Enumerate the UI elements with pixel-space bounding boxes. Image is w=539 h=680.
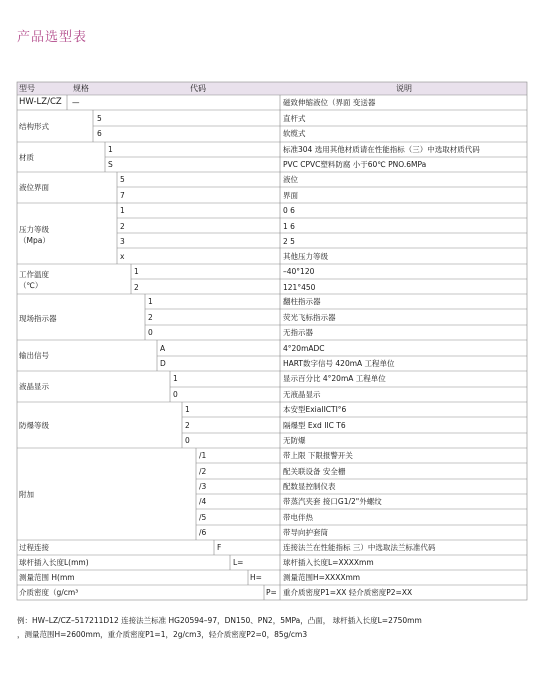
output-label: 输出信号 — [19, 351, 49, 360]
addon-code: /5 — [199, 513, 207, 522]
structure-label: 结构形式 — [19, 122, 49, 131]
addon-code: /1 — [199, 451, 207, 460]
process-desc: 连接法兰在性能指标 三）中选取法兰标准代码 — [283, 543, 436, 552]
indicator-code: 1 — [148, 297, 153, 306]
pressure-label: 压力等级 — [19, 225, 49, 234]
pressure-desc: 0 6 — [283, 206, 295, 215]
structure-desc: 软缆式 — [283, 129, 306, 138]
pressure-desc: 2 5 — [283, 237, 295, 246]
output-code: D — [160, 359, 166, 368]
explosion-code: 2 — [185, 421, 190, 430]
density-label: 介质密度（g/cm³ — [19, 588, 79, 597]
structure-desc: 直杆式 — [283, 114, 306, 123]
material-label: 材质 — [19, 153, 34, 162]
interface-code: 5 — [120, 175, 125, 184]
pressure-code: 3 — [120, 237, 125, 246]
header-background — [17, 82, 527, 95]
pressure-code: 2 — [120, 222, 125, 231]
model-description: 磁致伸缩液位（界面 变送器 — [283, 98, 376, 107]
temperature-label: 工作温度 — [19, 270, 49, 279]
addon-code: /2 — [199, 467, 207, 476]
header-description: 说明 — [396, 84, 412, 93]
indicator-desc: 翻柱指示器 — [283, 297, 321, 306]
model-name: HW-LZ/CZ — [19, 97, 62, 107]
interface-desc: 界面 — [283, 191, 298, 200]
lcd-desc: 显示百分比 4°20mA 工程单位 — [283, 374, 386, 383]
structure-code: 5 — [97, 114, 102, 123]
material-desc: 标准304 选用其他材质请在性能指标（三）中选取材质代码 — [283, 145, 480, 154]
lcd-desc: 无液晶显示 — [283, 390, 321, 399]
structure-code: 6 — [97, 129, 102, 138]
indicator-desc: 无指示器 — [283, 328, 313, 337]
explosion-code: 1 — [185, 405, 190, 414]
density-code: P= — [266, 588, 277, 597]
density-desc: 重介质密度P1=XX 轻介质密度P2=XX — [283, 588, 413, 597]
pressure-code: 1 — [120, 206, 125, 215]
range-label: 测量范围 H(mm — [19, 573, 75, 582]
interface-code: 7 — [120, 191, 125, 200]
addon-code: /3 — [199, 482, 207, 491]
process-label: 过程连接 — [19, 543, 49, 552]
explosion-code: 0 — [185, 436, 190, 445]
temperature-code: 2 — [134, 283, 139, 292]
explosion-desc: 无防爆 — [283, 436, 306, 445]
header-spec: 规格 — [73, 84, 89, 93]
explosion-desc: 本安型ExiaIICTI°6 — [283, 405, 347, 414]
pressure-code: x — [120, 252, 125, 261]
interface-label: 液位界面 — [19, 183, 49, 192]
addon-desc: 带蒸汽夹套 接口G1/2"外螺纹 — [283, 497, 382, 506]
process-code: F — [217, 543, 222, 552]
indicator-label: 现场指示器 — [19, 314, 57, 323]
indicator-code: 2 — [148, 313, 153, 322]
model-code: — — [72, 98, 80, 107]
explosion-label: 防爆等级 — [19, 421, 49, 430]
pressure-desc: 其他压力等级 — [283, 252, 328, 261]
page-title: 产品选型表 — [17, 30, 88, 45]
temperature-unit: （℃） — [19, 281, 43, 290]
material-desc: PVC CPVC塑料防腐 小于60℃ PNO.6MPa — [283, 160, 427, 169]
temperature-code: 1 — [134, 267, 139, 276]
addon-desc: 带电伴热 — [283, 513, 313, 522]
addon-code: /6 — [199, 528, 207, 537]
addon-desc: 配数显控制仪表 — [283, 482, 336, 491]
insert-code: L= — [233, 558, 244, 567]
output-code: A — [160, 344, 166, 353]
addon-code: /4 — [199, 497, 207, 506]
example-line-1: 例：HW–LZ/CZ–517211D12 连接法兰标准 HG20594–97，DN150、PN2，5MPa，凸面， 球杆插入长度L=2750mm — [17, 616, 422, 625]
insert-label: 球杆插入长度L(mm) — [19, 558, 89, 567]
explosion-desc: 隔爆型 Exd IIC T6 — [283, 421, 346, 430]
addon-label: 附加 — [19, 490, 34, 499]
interface-desc: 液位 — [283, 175, 298, 184]
material-code: S — [108, 160, 113, 169]
addon-desc: 带上限 下限报警开关 — [283, 451, 353, 460]
indicator-desc: 荧光飞标指示器 — [283, 313, 336, 322]
addon-desc: 带导向护套筒 — [283, 528, 328, 537]
temperature-desc: 121°450 — [283, 283, 316, 292]
lcd-label: 液晶显示 — [19, 382, 49, 391]
output-desc: HART数字信号 420mA 工程单位 — [283, 359, 395, 368]
pressure-unit: （Mpa） — [19, 236, 50, 245]
lcd-code: 1 — [173, 374, 178, 383]
insert-desc: 球杆插入长度L=XXXXmm — [283, 558, 374, 567]
range-code: H= — [250, 573, 262, 582]
material-code: 1 — [108, 145, 113, 154]
lcd-code: 0 — [173, 390, 178, 399]
range-desc: 测量范围H=XXXXmm — [283, 573, 361, 582]
indicator-code: 0 — [148, 328, 153, 337]
addon-desc: 配关联设备 安全栅 — [283, 467, 346, 476]
output-desc: 4°20mADC — [283, 344, 325, 353]
temperature-desc: –40°120 — [283, 267, 315, 276]
example-line-2: ，测量范围H=2600mm，重介质密度P1=1，2g/cm3，轻介质密度P2=0，85g/cm3 — [17, 630, 308, 639]
header-code: 代码 — [190, 84, 206, 93]
header-model: 型号 — [19, 84, 35, 93]
pressure-desc: 1 6 — [283, 222, 295, 231]
